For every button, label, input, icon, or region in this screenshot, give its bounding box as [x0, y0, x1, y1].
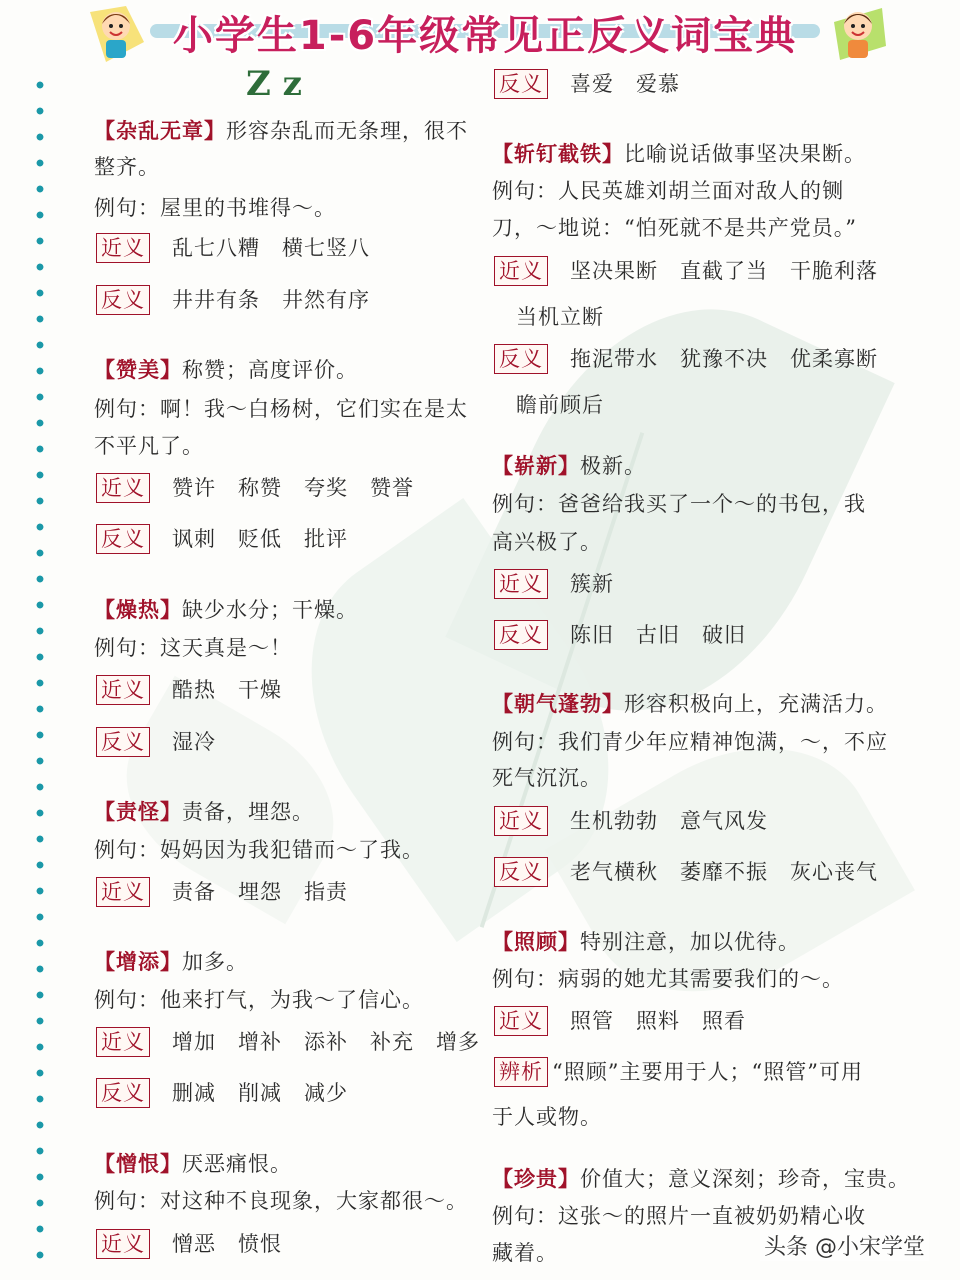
synonym-word: 增多 [436, 1030, 480, 1054]
synonym-word: 添补 [304, 1030, 348, 1054]
synonym-label: 近义 [96, 675, 150, 705]
antonym-label: 反义 [96, 1078, 150, 1108]
synonym-row [494, 255, 900, 286]
synonym-word: 干燥 [238, 678, 282, 702]
synonym-word: 当机立断 [516, 305, 604, 329]
entry-headword: 【照顾】 [492, 929, 580, 954]
synonym-word: 生机勃勃 [570, 809, 658, 833]
entry-example: 藏着。 [492, 1241, 558, 1265]
entry-definition: 形容杂乱而无条理，很不 [226, 119, 468, 143]
entry-definition: 称赞；高度评价。 [182, 358, 358, 382]
entry-headword: 【崭新】 [492, 453, 580, 478]
antonym-word: 爱慕 [636, 72, 680, 96]
synonym-word: 责备 [172, 880, 216, 904]
synonym-word: 憎恶 [172, 1232, 216, 1256]
synonym-word: 赞誉 [370, 476, 414, 500]
synonym-word: 夸奖 [304, 476, 348, 500]
synonym-label: 近义 [494, 256, 548, 286]
girl-cartoon-icon [826, 2, 890, 66]
entry-definition: 形容积极向上，充满活力。 [624, 692, 888, 716]
synonym-word: 指责 [304, 880, 348, 904]
synonym-label: 近义 [494, 806, 548, 836]
synonym-word: 意气风发 [680, 809, 768, 833]
synonym-word: 补充 [370, 1030, 414, 1054]
antonym-word: 破旧 [702, 623, 746, 647]
synonym-word: 乱七八糟 [172, 236, 260, 260]
synonym-word: 干脆利落 [790, 259, 878, 283]
synonym-word: 照看 [702, 1009, 746, 1033]
entry-definition: 缺少水分；干燥。 [182, 598, 358, 622]
entry-definition: 特别注意，加以优待。 [580, 930, 800, 954]
entry-line [94, 796, 314, 826]
synonym-word: 赞许 [172, 476, 216, 500]
synonym-row [96, 876, 370, 907]
synonym-label: 近义 [96, 877, 150, 907]
synonym-label: 近义 [96, 473, 150, 503]
synonym-row [96, 1026, 502, 1057]
entry-definition: 加多。 [182, 950, 248, 974]
entry-definition: 厌恶痛恨。 [182, 1152, 292, 1176]
page-header [0, 0, 960, 58]
antonym-word: 井然有序 [282, 288, 370, 312]
page-title: 小学生1-6年级常见正反义词宝典 [172, 13, 798, 59]
synonym-row [96, 674, 304, 705]
entry-example: 例句：他来打气，为我～了信心。 [94, 988, 424, 1012]
synonym-word: 簇新 [570, 572, 614, 596]
girl-cartoon-icon [86, 2, 150, 66]
synonym-label: 近义 [96, 233, 150, 263]
antonym-row [494, 68, 702, 99]
antonym-word: 灰心丧气 [790, 860, 878, 884]
antonym-word: 批评 [304, 527, 348, 551]
note-label: 辨析 [494, 1057, 548, 1087]
entry-headword: 【憎恨】 [94, 1151, 182, 1176]
synonym-word: 照料 [636, 1009, 680, 1033]
entry-line [94, 1148, 292, 1178]
antonym-row [494, 619, 768, 650]
entry-headword: 【责怪】 [94, 799, 182, 824]
entry-definition: 整齐。 [94, 155, 160, 179]
entry-line [94, 594, 358, 624]
synonym-row-continued [516, 301, 626, 331]
entry-example: 例句：对这种不良现象，大家都很～。 [94, 1189, 468, 1213]
antonym-word: 瞻前顾后 [516, 393, 604, 417]
antonym-word: 湿冷 [172, 730, 216, 754]
note-row [494, 1056, 863, 1087]
synonym-label: 近义 [494, 1006, 548, 1036]
antonym-word: 陈旧 [570, 623, 614, 647]
synonym-label: 近义 [96, 1027, 150, 1057]
entry-headword: 【斩钉截铁】 [492, 141, 624, 166]
entry-line [94, 946, 248, 976]
entry-line [492, 450, 646, 480]
synonym-word: 横七竖八 [282, 236, 370, 260]
entry-definition: 责备，埋怨。 [182, 800, 314, 824]
antonym-label: 反义 [494, 344, 548, 374]
entry-example: 死气沉沉。 [492, 766, 602, 790]
entry-example: 刀，～地说：“怕死就不是共产党员。” [492, 216, 857, 240]
section-letter: Z z [246, 64, 302, 104]
antonym-row [96, 523, 370, 554]
antonym-word: 拖泥带水 [570, 347, 658, 371]
synonym-word: 坚决果断 [570, 259, 658, 283]
entry-example: 例句：病弱的她尤其需要我们的～。 [492, 967, 844, 991]
antonym-row [96, 1077, 370, 1108]
antonym-label: 反义 [494, 857, 548, 887]
antonym-word: 削减 [238, 1081, 282, 1105]
antonym-row [494, 856, 900, 887]
antonym-label: 反义 [494, 620, 548, 650]
antonym-label: 反义 [494, 69, 548, 99]
entry-line [492, 688, 888, 718]
synonym-word: 称赞 [238, 476, 282, 500]
entry-headword: 【赞美】 [94, 357, 182, 382]
antonym-word: 萎靡不振 [680, 860, 768, 884]
antonym-word: 讽刺 [172, 527, 216, 551]
synonym-word: 愤恨 [238, 1232, 282, 1256]
entry-headword: 【朝气蓬勃】 [492, 691, 624, 716]
antonym-word: 井井有条 [172, 288, 260, 312]
antonym-word: 喜爱 [570, 72, 614, 96]
antonym-label: 反义 [96, 524, 150, 554]
antonym-row [494, 343, 900, 374]
entry-line [492, 138, 866, 168]
synonym-row [494, 1005, 768, 1036]
synonym-word: 直截了当 [680, 259, 768, 283]
source-watermark: 头条 @小宋学堂 [760, 1230, 929, 1261]
synonym-row [96, 1228, 304, 1259]
entry-example: 例句：屋里的书堆得～。 [94, 196, 336, 220]
entry-example: 例句：人民英雄刘胡兰面对敌人的铡 [492, 179, 844, 203]
synonym-row [96, 232, 392, 263]
entry-example: 例句：这张～的照片一直被奶奶精心收 [492, 1204, 866, 1228]
entry-headword: 【杂乱无章】 [94, 118, 226, 143]
antonym-word: 老气横秋 [570, 860, 658, 884]
entry-example: 例句：爸爸给我买了一个～的书包，我 [492, 492, 866, 516]
synonym-label: 近义 [494, 569, 548, 599]
entry-line [492, 926, 800, 956]
synonym-row [494, 568, 636, 599]
synonym-row [494, 805, 790, 836]
synonym-word: 照管 [570, 1009, 614, 1033]
entry-line [94, 354, 358, 384]
synonym-word: 增补 [238, 1030, 282, 1054]
antonym-word: 减少 [304, 1081, 348, 1105]
entry-line [492, 1163, 910, 1193]
entry-example: 例句：这天真是～！ [94, 636, 292, 660]
synonym-row [96, 472, 436, 503]
synonym-word: 埋怨 [238, 880, 282, 904]
entry-headword: 【珍贵】 [492, 1166, 580, 1191]
entry-definition: 比喻说话做事坚决果断。 [624, 142, 866, 166]
antonym-word: 贬低 [238, 527, 282, 551]
entry-example: 高兴极了。 [492, 530, 602, 554]
antonym-row [96, 726, 238, 757]
entry-example: 例句：我们青少年应精神饱满，～，不应 [492, 730, 888, 754]
antonym-label: 反义 [96, 285, 150, 315]
dotted-border [34, 72, 46, 1262]
entry-example: 不平凡了。 [94, 434, 204, 458]
note-text: 于人或物。 [492, 1105, 602, 1129]
synonym-word: 酷热 [172, 678, 216, 702]
antonym-word: 犹豫不决 [680, 347, 768, 371]
antonym-row [96, 284, 392, 315]
entry-line [94, 115, 468, 145]
antonym-label: 反义 [96, 727, 150, 757]
entry-example: 例句：啊！我～白杨树，它们实在是太 [94, 397, 468, 421]
entry-headword: 【燥热】 [94, 597, 182, 622]
antonym-word: 删减 [172, 1081, 216, 1105]
antonym-word: 古旧 [636, 623, 680, 647]
synonym-label: 近义 [96, 1229, 150, 1259]
synonym-word: 增加 [172, 1030, 216, 1054]
entry-definition: 极新。 [580, 454, 646, 478]
entry-definition: 价值大；意义深刻；珍奇，宝贵。 [580, 1167, 910, 1191]
entry-example: 例句：妈妈因为我犯错而～了我。 [94, 838, 424, 862]
entry-headword: 【增添】 [94, 949, 182, 974]
antonym-word: 优柔寡断 [790, 347, 878, 371]
antonym-row-continued [516, 389, 626, 419]
note-text: “照顾”主要用于人；“照管”可用 [552, 1060, 863, 1084]
